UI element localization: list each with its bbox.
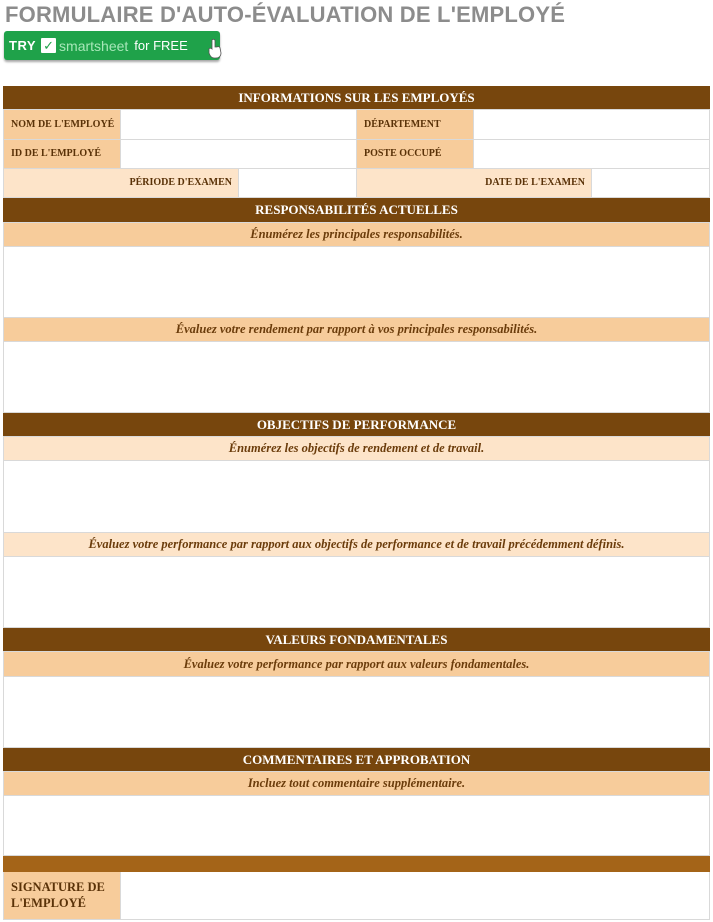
objectives-list-field[interactable]	[3, 461, 710, 533]
department-field[interactable]	[474, 110, 709, 139]
position-label: POSTE OCCUPÉ	[357, 140, 474, 168]
core-values-evaluate-field[interactable]	[3, 677, 710, 748]
page-title: FORMULAIRE D'AUTO-ÉVALUATION DE L'EMPLOYÉ	[5, 2, 566, 27]
employee-name-label: NOM DE L'EMPLOYÉ	[4, 110, 121, 139]
signature-label: SIGNATURE DE L'EMPLOYÉ	[4, 872, 121, 919]
core-values-evaluate-prompt: Évaluez votre performance par rapport aux valeurs fondamentales.	[3, 652, 710, 677]
section-header-responsibilities: RESPONSABILITÉS ACTUELLES	[3, 198, 710, 223]
checkmark-icon: ✓	[41, 38, 56, 53]
section-header-core-values: VALEURS FONDAMENTALES	[3, 628, 710, 652]
objectives-list-prompt: Énumérez les objectifs de rendement et de travail.	[3, 437, 710, 461]
responsibilities-list-prompt: Énumérez les principales responsabilités.	[3, 223, 710, 247]
review-date-label: DATE DE L'EXAMEN	[357, 169, 592, 197]
promo-try-label: TRY	[9, 38, 37, 53]
employee-id-field[interactable]	[121, 140, 357, 168]
comments-prompt: Incluez tout commentaire supplémentaire.	[3, 772, 710, 796]
info-row-2	[3, 140, 710, 169]
responsibilities-evaluate-field[interactable]	[3, 342, 710, 413]
info-row-3	[3, 169, 710, 198]
section-header-employee-info: INFORMATIONS SUR LES EMPLOYÉS	[3, 86, 710, 110]
employee-id-label: ID DE L'EMPLOYÉ	[4, 140, 121, 168]
try-smartsheet-button[interactable]	[4, 31, 220, 60]
section-header-comments: COMMENTAIRES ET APPROBATION	[3, 748, 710, 772]
hand-cursor-icon	[208, 39, 222, 59]
position-field[interactable]	[474, 140, 709, 168]
signature-row	[3, 872, 710, 920]
promo-brand-label: smartsheet	[59, 37, 129, 54]
signature-field[interactable]	[121, 872, 709, 919]
review-date-field[interactable]	[592, 169, 709, 197]
review-period-label: PÉRIODE D'EXAMEN	[4, 169, 239, 197]
section-divider-bar	[3, 856, 710, 872]
promo-free-label: for FREE	[134, 38, 188, 53]
comments-field[interactable]	[3, 796, 710, 856]
responsibilities-evaluate-prompt: Évaluez votre rendement par rapport à vos principales responsabilités.	[3, 318, 710, 342]
section-header-objectives: OBJECTIFS DE PERFORMANCE	[3, 413, 710, 437]
responsibilities-list-field[interactable]	[3, 247, 710, 318]
objectives-evaluate-field[interactable]	[3, 557, 710, 628]
employee-name-field[interactable]	[121, 110, 357, 139]
info-row-1	[3, 110, 710, 140]
department-label: DÉPARTEMENT	[357, 110, 474, 139]
objectives-evaluate-prompt: Évaluez votre performance par rapport aux objectifs de performance et de travail précédemment définis.	[3, 533, 710, 557]
review-period-field[interactable]	[239, 169, 357, 197]
